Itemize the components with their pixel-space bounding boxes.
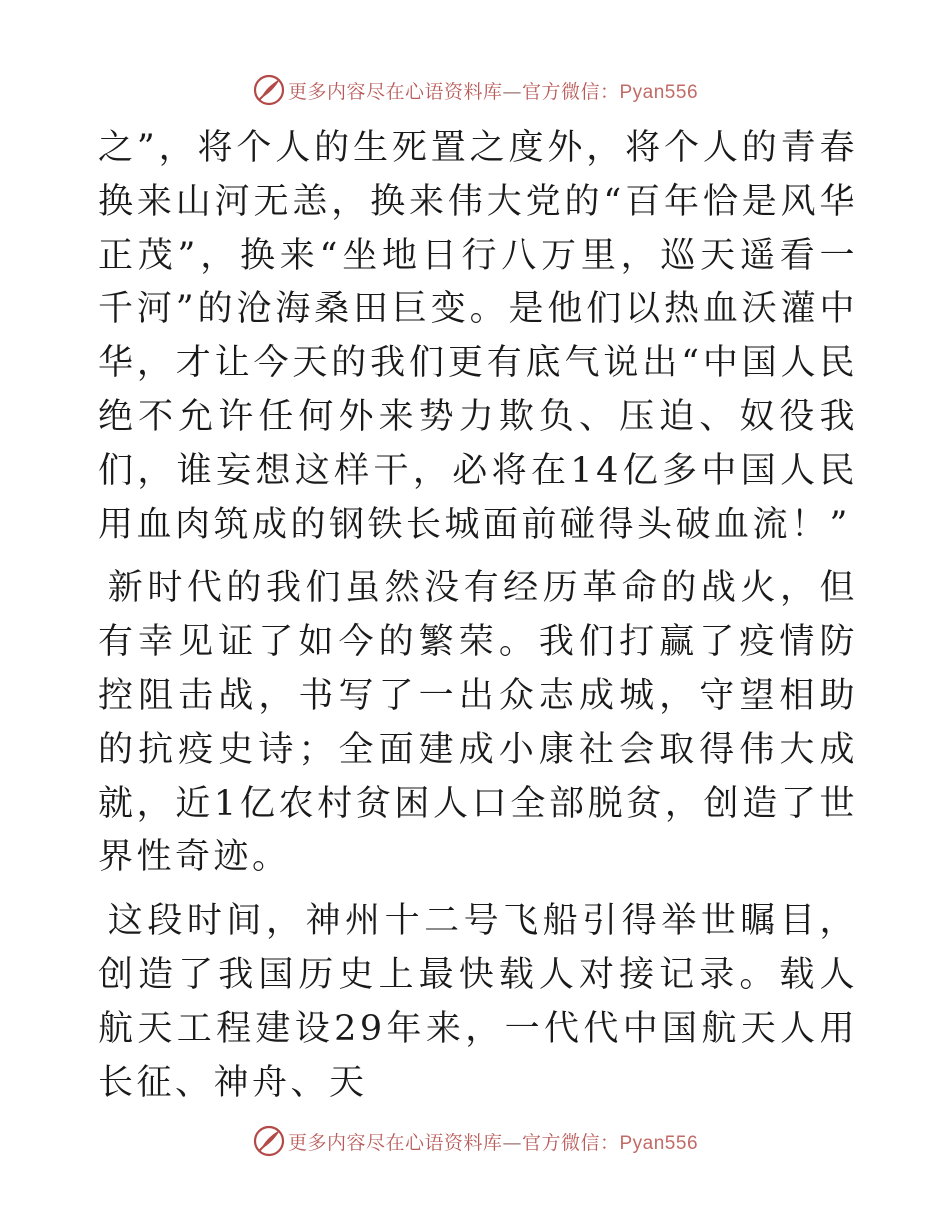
paragraph-3: 这段时间，神州十二号飞船引得举世瞩目，创造了我国历史上最快载人对接记录。载人航天工程建设29年来，一代代中国航天人用长征、神舟、天: [98, 901, 858, 1103]
quill-pen-logo-icon: [252, 73, 286, 107]
paragraph-1: 之”，将个人的生死置之度外，将个人的青春换来山河无恙，换来伟大党的“百年恰是风华正茂”，换来“坐地日行八万里，巡天遥看一千河”的沧海桑田巨变。是他们以热血沃灌中华，才让今天的我们更有底气说出“中国人民绝不允许任何外来势力欺负、压迫、奴役我们，谁妄想这样干，必将在14亿多中国人民用血肉筑成的钢铁长城面前碰得头破血流！”: [98, 128, 858, 545]
footer-watermark: [0, 1121, 950, 1161]
watermark-text: 更多内容尽在心语资料库—官方微信：Pyan556: [287, 1131, 699, 1154]
quill-pen-logo-icon: [252, 1124, 286, 1158]
paragraph-2: 新时代的我们虽然没有经历革命的战火，但有幸见证了如今的繁荣。我们打赢了疫情防控阻击战，书写了一出众志成城，守望相助的抗疫史诗；全面建成小康社会取得伟大成就，近1亿农村贫困人口全部脱贫，创造了世界性奇迹。: [98, 568, 858, 878]
document-body: [98, 122, 858, 1110]
watermark-text: 更多内容尽在心语资料库—官方微信：Pyan556: [287, 80, 699, 103]
header-watermark: [0, 70, 950, 110]
